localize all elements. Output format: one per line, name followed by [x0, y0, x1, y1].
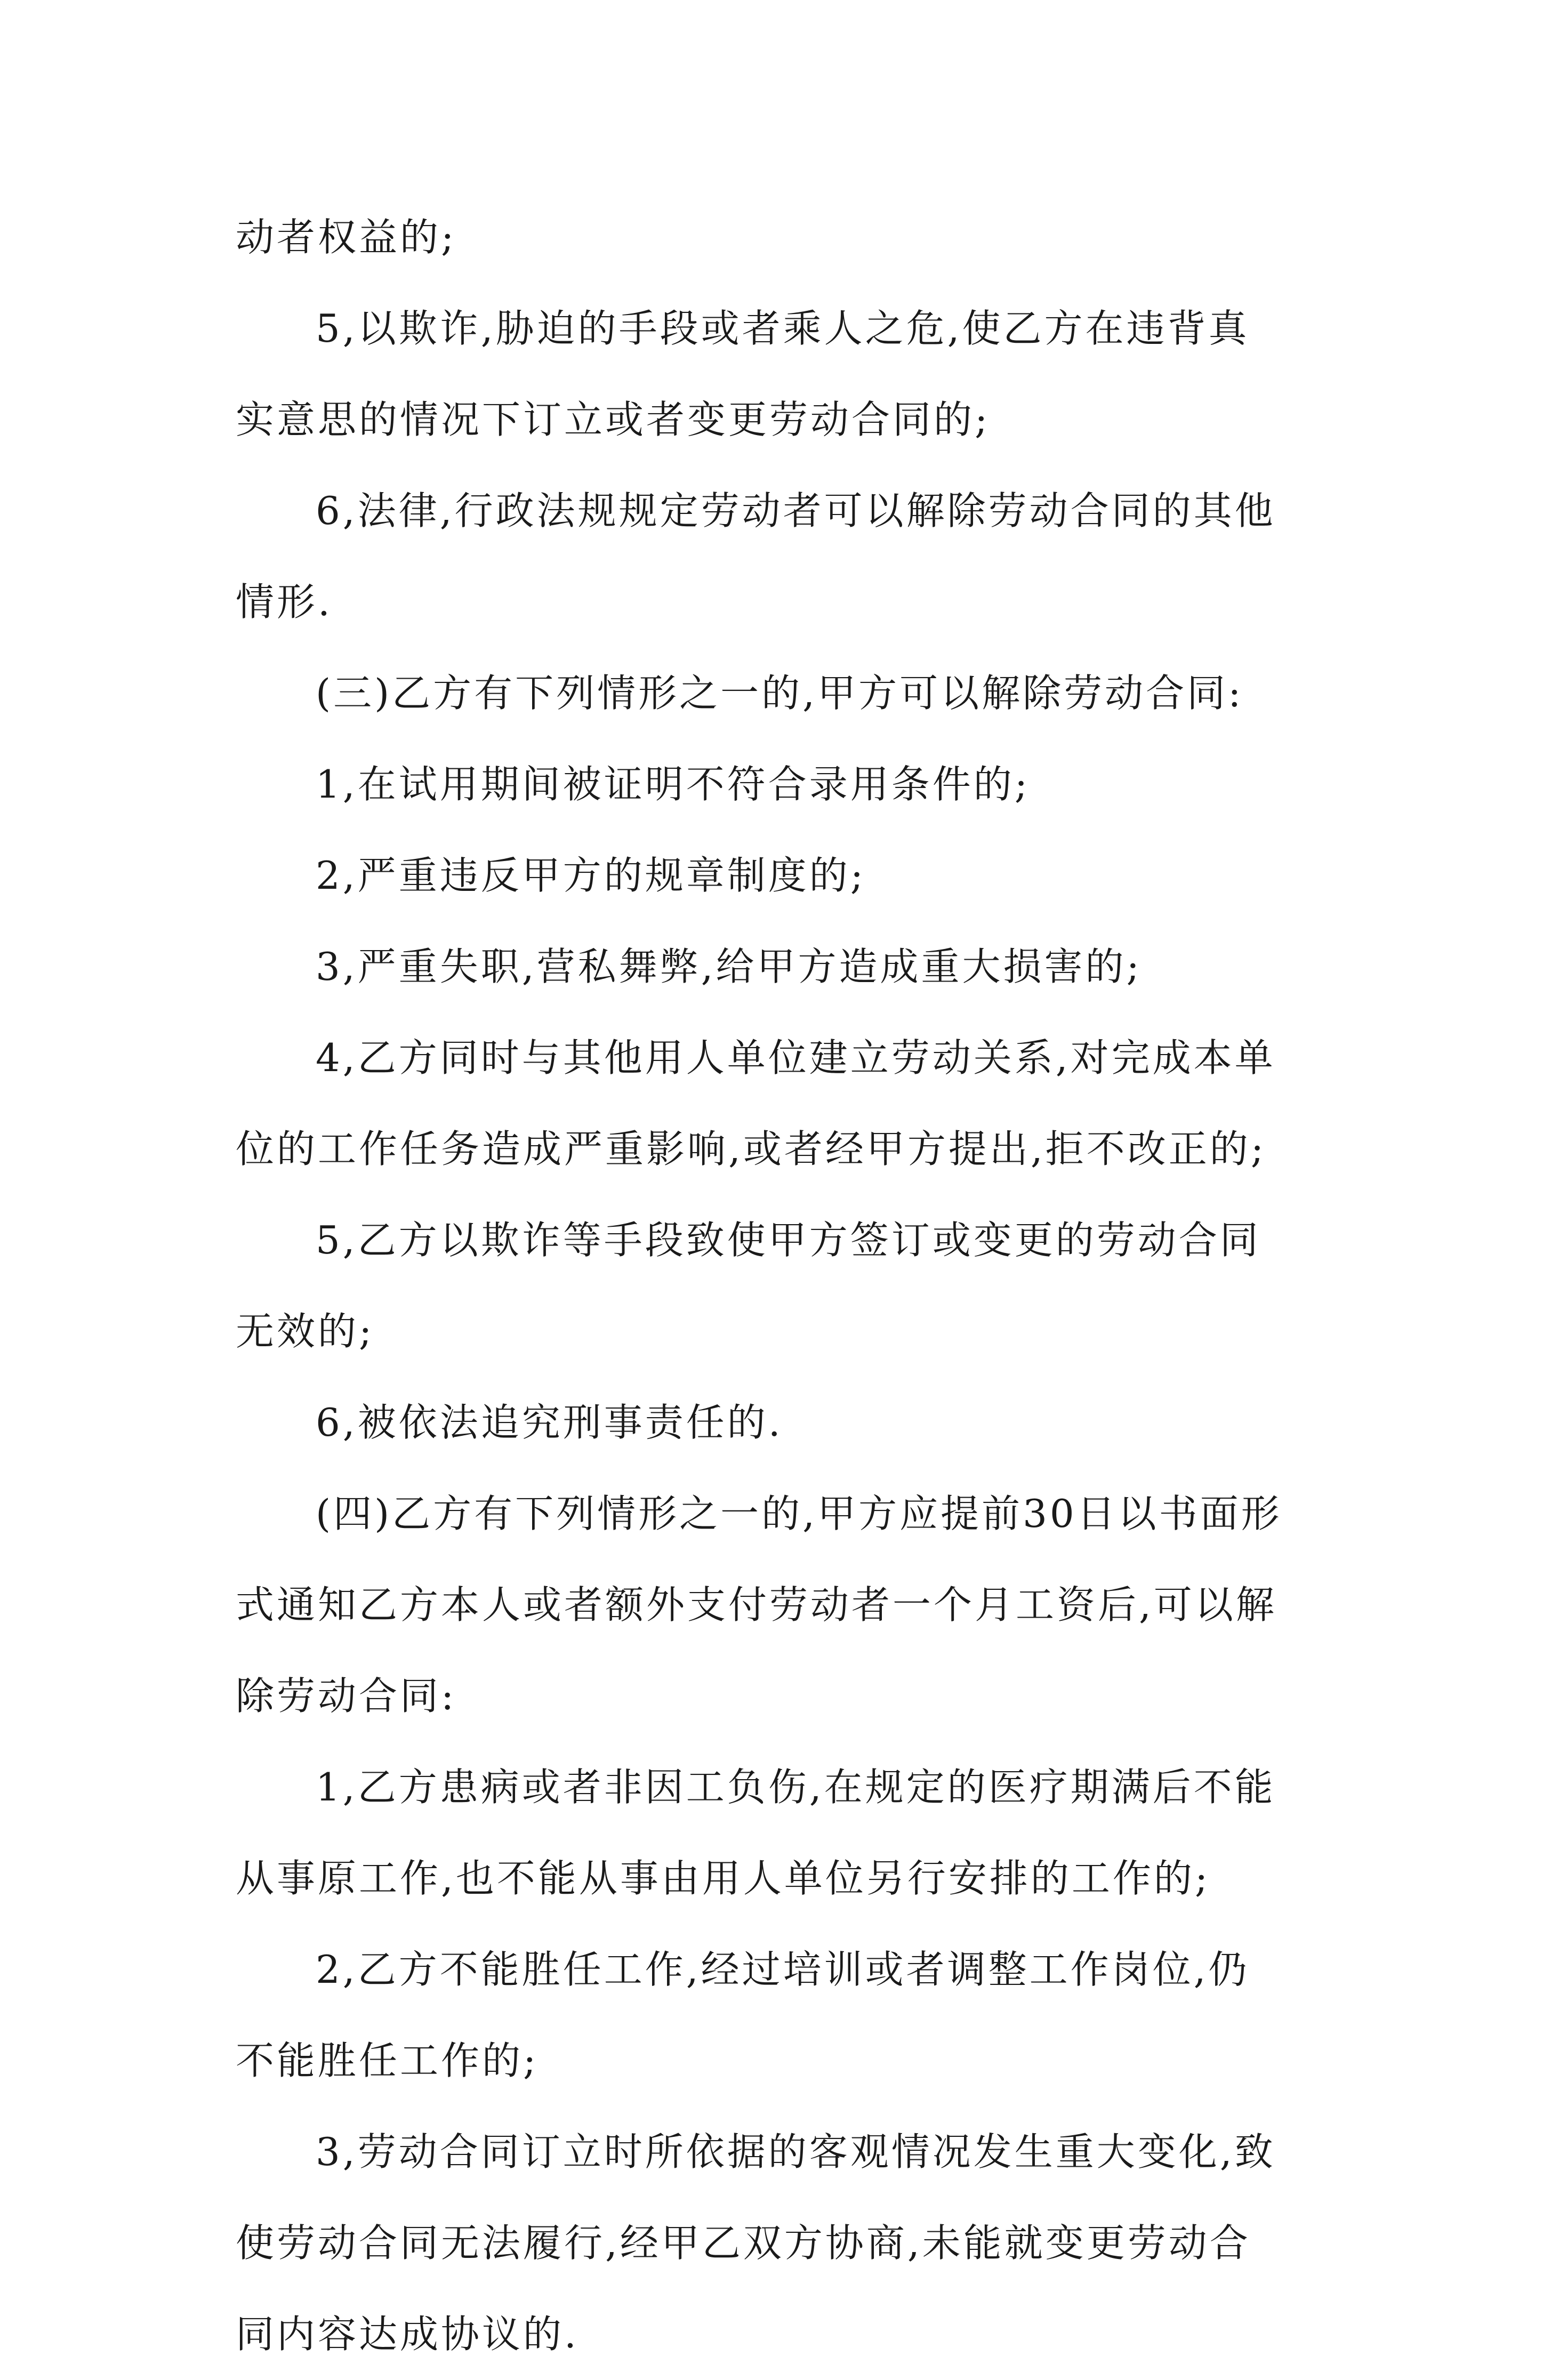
text-line: 同内容达成协议的. [236, 2312, 579, 2357]
text-line: 6,被依法追究刑事责任的. [316, 1400, 783, 1445]
text-line: 4,乙方同时与其他用人单位建立劳动关系,对完成本单 [316, 1035, 1276, 1080]
text-line: (四)乙方有下列情形之一的,甲方应提前30日以书面形 [316, 1491, 1282, 1536]
text-line: 6,法律,行政法规规定劳动者可以解除劳动合同的其他 [316, 488, 1276, 533]
text-line: 情形. [236, 580, 333, 624]
text-line: 使劳动合同无法履行,经甲乙双方协商,未能就变更劳动合 [236, 2221, 1251, 2265]
text-line: 动者权益的; [236, 215, 457, 260]
text-line: 2,乙方不能胜任工作,经过培训或者调整工作岗位,仍 [316, 1947, 1250, 1992]
text-line: 实意思的情况下订立或者变更劳动合同的; [236, 397, 991, 442]
text-line: 从事原工作,也不能从事由用人单位另行安排的工作的; [236, 1856, 1211, 1901]
text-line: 除劳动合同: [236, 1674, 457, 1718]
text-line: (三)乙方有下列情形之一的,甲方可以解除劳动合同: [316, 671, 1244, 715]
text-line: 式通知乙方本人或者额外支付劳动者一个月工资后,可以解 [236, 1582, 1277, 1627]
text-line: 位的工作任务造成严重影响,或者经甲方提出,拒不改正的; [236, 1127, 1267, 1171]
text-line: 5,以欺诈,胁迫的手段或者乘人之危,使乙方在违背真 [316, 306, 1250, 351]
text-line: 无效的; [236, 1309, 375, 1354]
text-line: 3,严重失职,营私舞弊,给甲方造成重大损害的; [316, 944, 1142, 989]
text-line: 5,乙方以欺诈等手段致使甲方签订或变更的劳动合同 [316, 1218, 1261, 1263]
text-line: 不能胜任工作的; [236, 2038, 539, 2083]
text-line: 2,严重违反甲方的规章制度的; [316, 853, 866, 898]
document-body [236, 192, 1318, 2380]
text-line: 1,在试用期间被证明不符合录用条件的; [316, 762, 1030, 807]
text-line: 3,劳动合同订立时所依据的客观情况发生重大变化,致 [316, 2129, 1276, 2174]
text-line: 1,乙方患病或者非因工负伤,在规定的医疗期满后不能 [316, 1765, 1276, 1810]
